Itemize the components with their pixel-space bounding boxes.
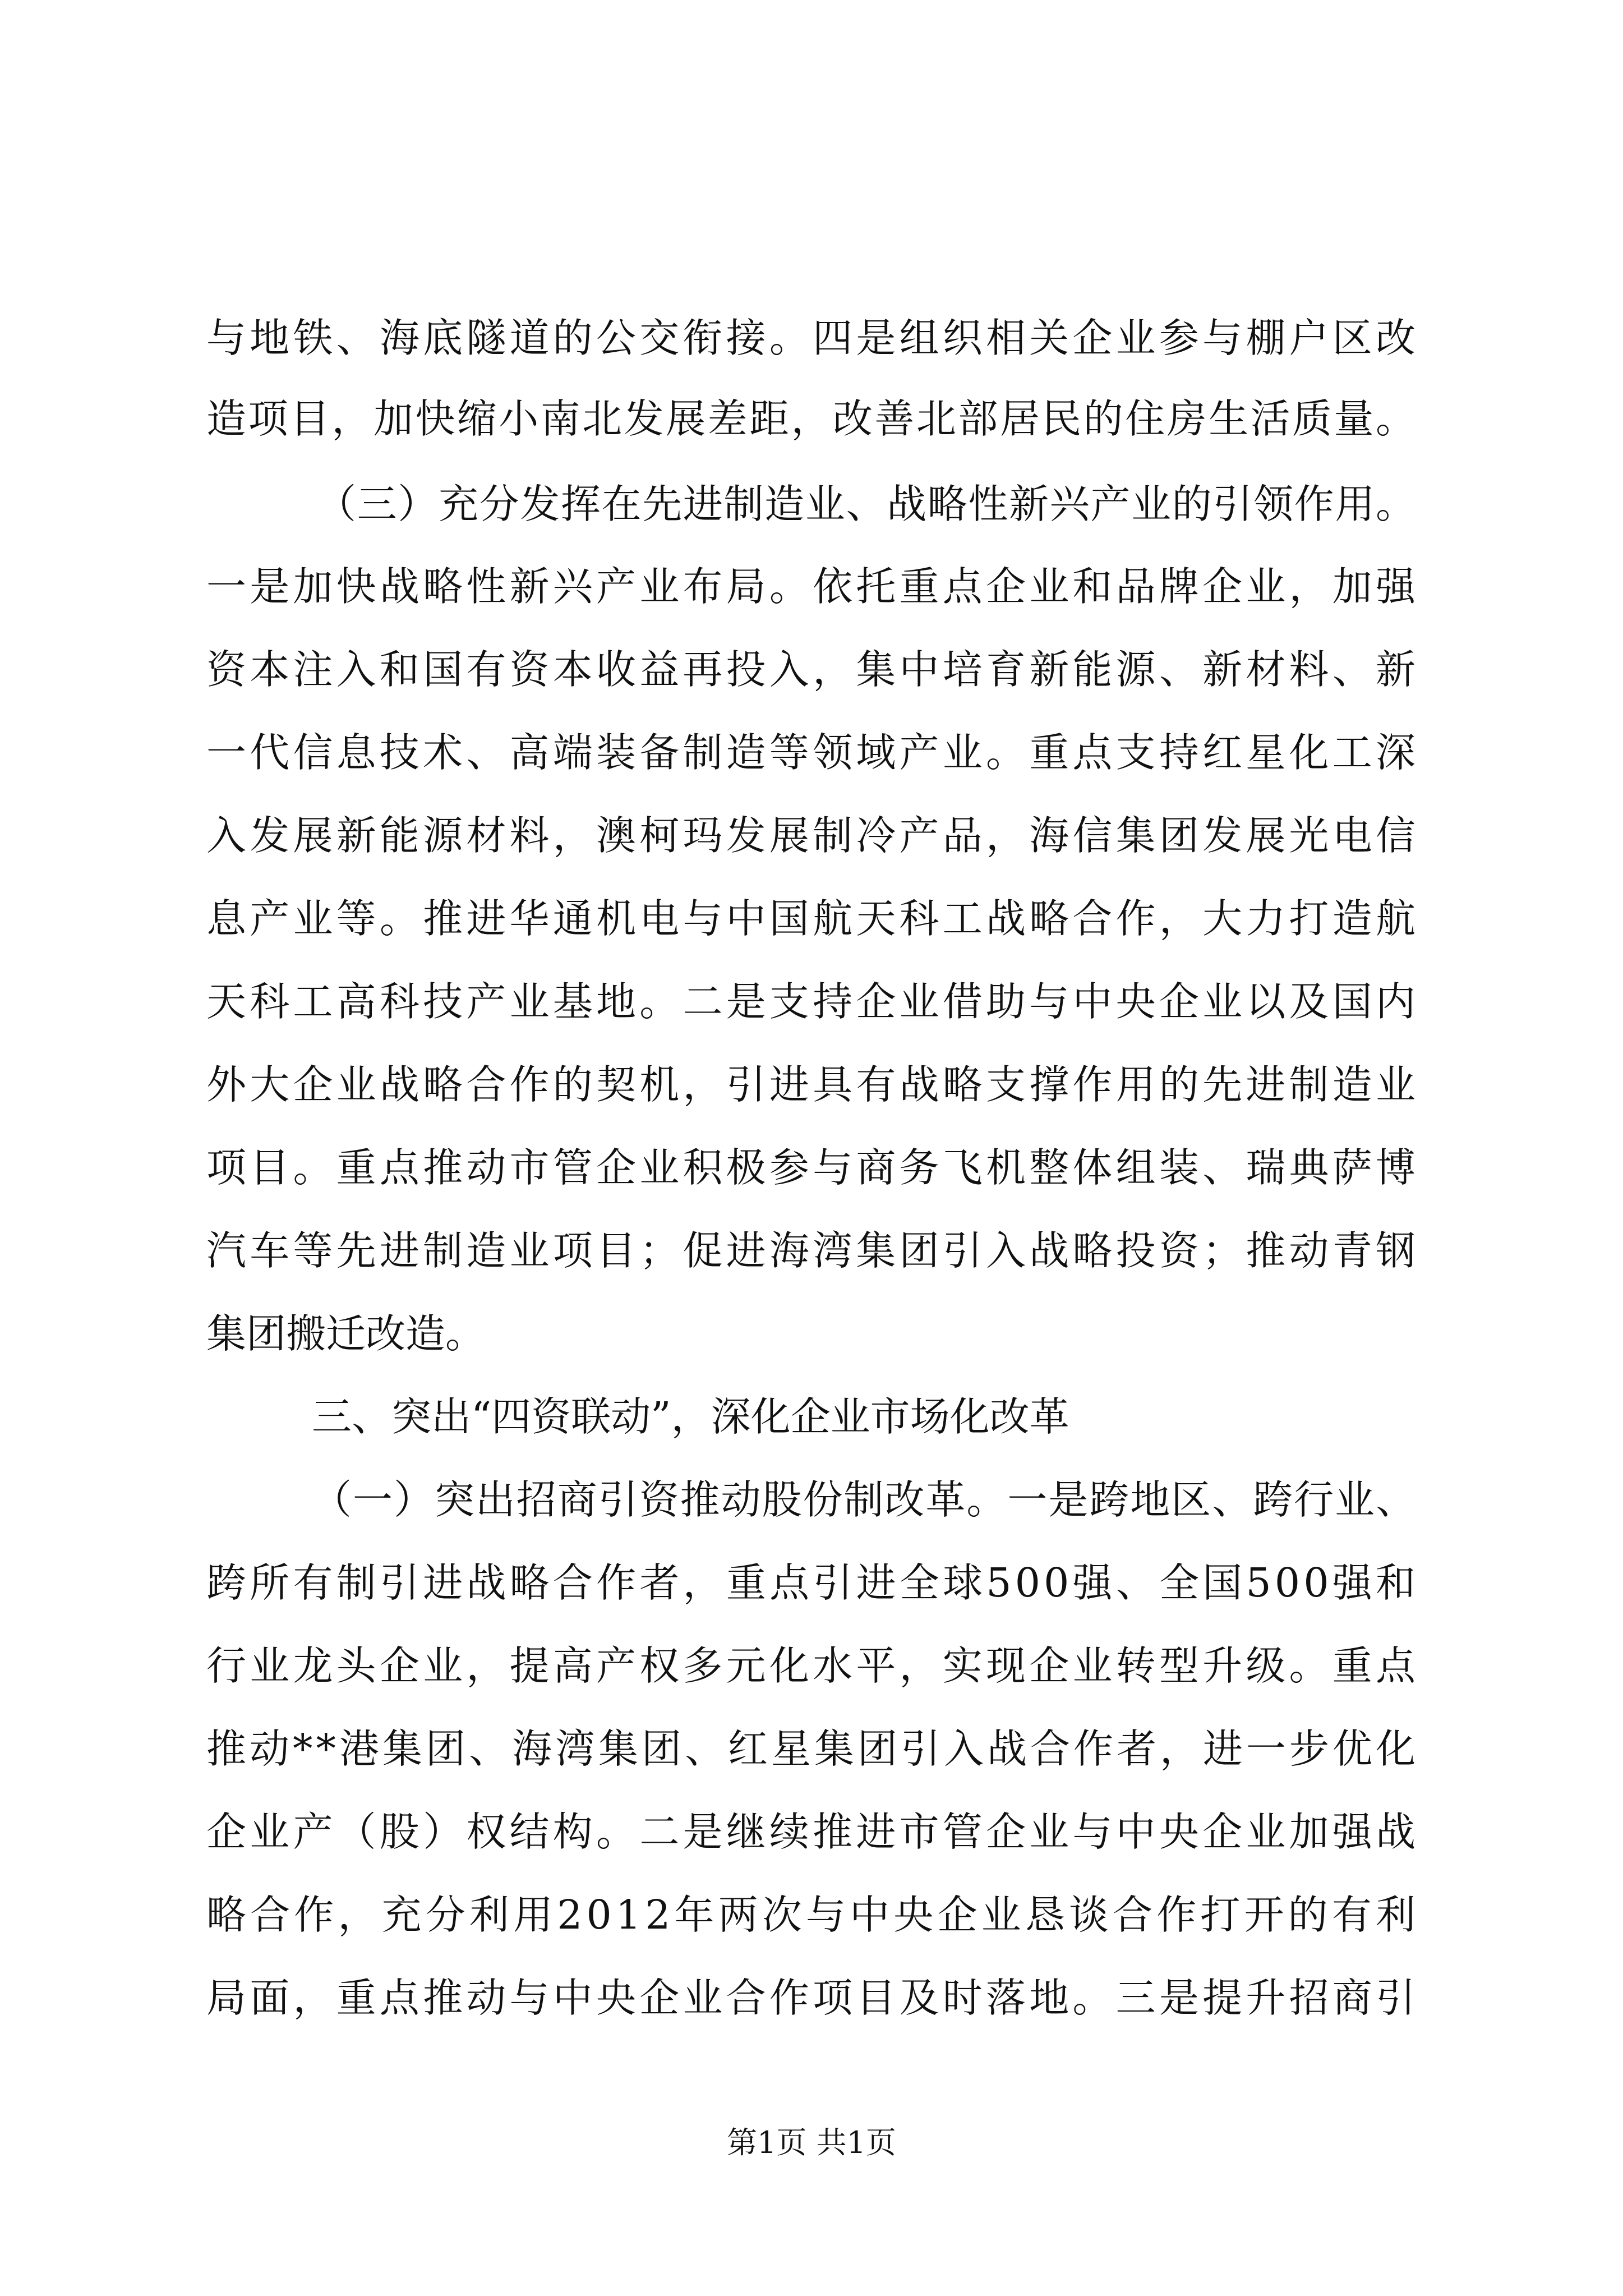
text-line-content: 跨所有制引进战略合作者，重点引进全球500强、全国500强和 bbox=[206, 1559, 1419, 1606]
text-line-content: （三）充分发挥在先进制造业、战略性新兴产业的引领作用。 bbox=[316, 481, 1417, 527]
text-line-content: 一是加快战略性新兴产业布局。依托重点企业和品牌企业，加强 bbox=[206, 563, 1419, 610]
text-line-content: 息产业等。推进华通机电与中国航天科工战略合作，大力打造航 bbox=[206, 895, 1419, 942]
text-line-content: 一代信息技术、高端装备制造等领域产业。重点支持红星化工深 bbox=[206, 729, 1419, 776]
text-line-content: 三、突出“四资联动”，深化企业市场化改革 bbox=[312, 1393, 1069, 1440]
text-line-content: 外大企业战略合作的契机，引进具有战略支撑作用的先进制造业 bbox=[206, 1061, 1419, 1108]
text-line-content: （一）突出招商引资推动股份制改革。一是跨地区、跨行业、 bbox=[312, 1476, 1417, 1523]
page-footer: 第1页 共1页 bbox=[727, 2125, 896, 2160]
text-line-content: 企业产（股）权结构。二是继续推进市管企业与中央企业加强战 bbox=[206, 1809, 1419, 1855]
text-line-content: 略合作，充分利用2012年两次与中央企业恳谈合作打开的有利 bbox=[206, 1892, 1420, 1938]
text-line-content: 与地铁、海底隧道的公交衔接。四是组织相关企业参与棚户区改 bbox=[206, 315, 1419, 361]
text-line-content: 推动**港集团、海湾集团、红星集团引入战合作者，进一步优化 bbox=[206, 1726, 1419, 1772]
text-line-content: 造项目，加快缩小南北发展差距，改善北部居民的住房生活质量。 bbox=[206, 395, 1418, 442]
text-line-content: 汽车等先进制造业项目；促进海湾集团引入战略投资；推动青钢 bbox=[206, 1227, 1419, 1274]
text-line-content: 入发展新能源材料，澳柯玛发展制冷产品，海信集团发展光电信 bbox=[206, 812, 1419, 859]
text-line-content: 行业龙头企业，提高产权多元化水平，实现企业转型升级。重点 bbox=[206, 1642, 1419, 1689]
text-line-content: 局面，重点推动与中央企业合作项目及时落地。三是提升招商引 bbox=[206, 1975, 1419, 2021]
text-line-content: 集团搬迁改造。 bbox=[206, 1310, 486, 1357]
text-line-content: 天科工高科技产业基地。二是支持企业借助与中央企业以及国内 bbox=[206, 978, 1419, 1025]
text-line-content: 资本注入和国有资本收益再投入，集中培育新能源、新材料、新 bbox=[206, 646, 1419, 693]
text-line-content: 项目。重点推动市管企业积极参与商务飞机整体组装、瑞典萨博 bbox=[206, 1144, 1419, 1191]
